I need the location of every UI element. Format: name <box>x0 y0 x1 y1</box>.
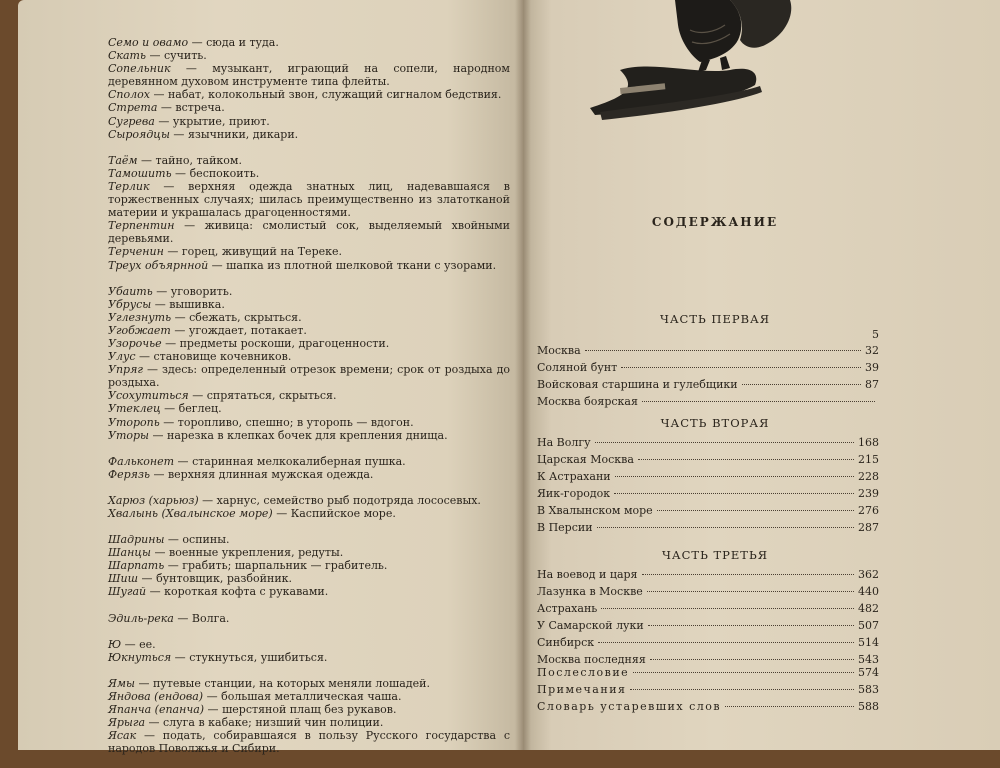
toc-chapter-title: На воевод и царя <box>537 568 638 581</box>
glossary-entry <box>108 729 510 755</box>
glossary-definition: — короткая кофта с рукавами. <box>146 585 328 598</box>
toc-leader-dots <box>614 493 854 494</box>
glossary-definition: — уговорить. <box>153 285 233 298</box>
glossary-entry <box>108 363 510 389</box>
glossary-group <box>108 455 510 481</box>
glossary-entry <box>108 703 510 716</box>
toc-row <box>537 602 879 616</box>
glossary-term: Шугай <box>108 585 147 599</box>
toc-row <box>537 619 879 633</box>
glossary-definition: — путевые станции, на которых меняли лошадей. <box>135 677 430 690</box>
glossary-term: Шиш <box>108 572 139 586</box>
toc-row <box>537 585 879 599</box>
glossary-entry <box>108 324 510 337</box>
toc-leader-dots <box>638 459 854 460</box>
glossary-term: Убрусы <box>108 297 152 311</box>
toc-page-number: 482 <box>858 602 879 615</box>
glossary-term: Узорочье <box>108 336 162 350</box>
glossary-term: Усохутиться <box>108 389 189 403</box>
glossary-term: Шарпать <box>108 559 165 573</box>
glossary-term: Сопельник <box>108 62 171 76</box>
glossary-entry <box>108 468 510 481</box>
glossary-definition: — Волга. <box>174 612 230 625</box>
toc-row <box>537 361 879 375</box>
toc-leader-dots <box>615 476 854 477</box>
glossary-entry <box>108 350 510 363</box>
glossary-definition: — Каспийское море. <box>273 507 396 520</box>
glossary-definition: — военные укрепления, редуты. <box>151 546 343 559</box>
glossary-definition: — тайно, тайком. <box>138 154 242 167</box>
glossary-term: Утеклец <box>108 402 161 416</box>
toc-leader-dots <box>642 401 875 402</box>
glossary-term: Уторопь <box>108 415 160 429</box>
toc-page-number: 5 <box>872 328 879 341</box>
toc-row <box>537 700 879 714</box>
toc-row <box>537 328 879 342</box>
glossary-definition: — встреча. <box>157 101 224 114</box>
toc-page-number: 215 <box>858 453 879 466</box>
glossary-entry <box>108 429 510 442</box>
glossary-definition: — сучить. <box>146 49 207 62</box>
toc-row <box>537 636 879 650</box>
toc-row <box>537 344 879 358</box>
glossary-definition: — стукнуться, ушибиться. <box>171 651 327 664</box>
glossary-definition: — язычники, дикари. <box>170 128 298 141</box>
glossary-term: Терченин <box>108 245 164 259</box>
glossary-term: Япанча (епанча) <box>108 703 205 717</box>
glossary-entry <box>108 36 510 49</box>
toc-chapter-title: Царская Москва <box>537 453 634 466</box>
toc-chapter-title: Соляной бунт <box>537 361 618 374</box>
glossary-definition: — подать, собиравшаяся в пользу Русского государства с народов Поволжья и Сибири. <box>108 729 510 755</box>
glossary-entry <box>108 88 510 101</box>
toc-row <box>537 487 879 501</box>
glossary-definition: — слуга в кабаке; низший чин полиции. <box>145 716 383 729</box>
glossary-group <box>108 533 510 598</box>
glossary-definition: — набат, колокольный звон, служащий сигналом бедствия. <box>150 88 501 101</box>
glossary-term: Ферязь <box>108 467 150 481</box>
glossary-entry <box>108 612 510 625</box>
glossary-entry <box>108 533 510 546</box>
glossary-term: Углезнуть <box>108 310 172 324</box>
toc-page-number: 440 <box>858 585 879 598</box>
toc-leader-dots <box>650 659 854 660</box>
glossary-definition: — нарезка в клепках бочек для крепления днища. <box>149 429 448 442</box>
glossary-term: Улус <box>108 350 136 364</box>
toc-page-number: 362 <box>858 568 879 581</box>
toc-chapter-title: К Астрахани <box>537 470 611 483</box>
glossary-entry <box>108 651 510 664</box>
glossary-term: Сполох <box>108 88 150 102</box>
glossary-term: Упряг <box>108 363 143 377</box>
glossary-definition: — шерстяной плащ без рукавов. <box>204 703 396 716</box>
toc-page-number: 87 <box>865 378 879 391</box>
toc-chapter-title: Москва последняя <box>537 653 646 666</box>
glossary-entry <box>108 245 510 258</box>
glossary-term: Шадрины <box>108 533 165 547</box>
glossary-definition: — грабить; шарпальник — грабитель. <box>164 559 387 572</box>
toc-leader-dots <box>742 384 861 385</box>
toc-chapter-title: Астрахань <box>537 602 598 615</box>
glossary-entry <box>108 49 510 62</box>
toc-page-number: 32 <box>865 344 879 357</box>
glossary-term: Семо и овамо <box>108 36 189 49</box>
glossary-entry <box>108 572 510 585</box>
glossary-term: Яндова (ендова) <box>108 689 204 703</box>
glossary-entry <box>108 585 510 598</box>
glossary-entry <box>108 546 510 559</box>
toc-chapter-title: Яик-городок <box>537 487 611 500</box>
glossary-definition: — верхняя одежда знатных лиц, надевавшаяся в торжественных случаях; шилась преимущественно из златотканой материи и украшалась драгоценностями. <box>108 180 510 219</box>
glossary-term: Убаить <box>108 284 153 298</box>
glossary-entry <box>108 219 510 245</box>
glossary-group <box>108 154 510 272</box>
glossary-entry <box>108 716 510 729</box>
glossary-term: Тамошить <box>108 166 172 180</box>
part-one-title: ЧАСТЬ ПЕРВАЯ <box>659 312 771 326</box>
glossary-term: Эдиль-река <box>108 611 174 625</box>
glossary-term: Харюз (харьюз) <box>108 493 199 507</box>
glossary-entry <box>108 402 510 415</box>
glossary-term: Юкнуться <box>108 650 172 664</box>
toc-leader-dots <box>642 574 855 575</box>
toc-row <box>537 683 879 697</box>
glossary-definition: — становище кочевников. <box>136 350 292 363</box>
toc-leader-dots <box>633 672 854 673</box>
toc-chapter-title: Синбирск <box>537 636 595 649</box>
glossary-term: Хвалынь (Хвалынское море) <box>108 507 273 520</box>
glossary-entry <box>108 128 510 141</box>
toc-chapter-title: Лазунка в Москве <box>537 585 643 598</box>
glossary <box>108 36 510 768</box>
glossary-definition: — вышивка. <box>151 298 225 311</box>
glossary-entry <box>108 494 510 507</box>
glossary-definition: — ее. <box>121 638 156 651</box>
glossary-term: Терпентин <box>108 219 175 233</box>
part-two-title: ЧАСТЬ ВТОРАЯ <box>660 416 770 430</box>
toc-leader-dots <box>647 591 854 592</box>
glossary-entry <box>108 259 510 272</box>
glossary-definition: — музыкант, играющий на сопели, народном деревянном духовом инструменте типа флейты. <box>108 62 510 88</box>
toc-row <box>537 436 879 450</box>
toc-leader-dots <box>657 510 854 511</box>
toc-page-number: 287 <box>858 521 879 534</box>
glossary-definition: — старинная мелкокалиберная пушка. <box>174 455 406 468</box>
glossary-definition: — большая металлическая чаша. <box>203 690 401 703</box>
toc-page-number: 39 <box>865 361 879 374</box>
toc-chapter-title: В Персии <box>537 521 593 534</box>
glossary-group <box>108 612 510 625</box>
glossary-group <box>108 494 510 520</box>
glossary-definition: — сюда и туда. <box>188 36 279 49</box>
glossary-entry <box>108 389 510 402</box>
glossary-group <box>108 285 510 442</box>
toc-leader-dots <box>595 442 854 443</box>
toc-leader-dots <box>598 642 854 643</box>
toc-page-number: 507 <box>858 619 879 632</box>
glossary-definition: — спрятаться, скрыться. <box>189 389 337 402</box>
glossary-group <box>108 36 510 141</box>
glossary-term: Угобжает <box>108 323 171 337</box>
glossary-entry <box>108 101 510 114</box>
glossary-entry <box>108 180 510 219</box>
glossary-entry <box>108 677 510 690</box>
toc-row <box>537 378 879 392</box>
glossary-term: Терлик <box>108 179 150 193</box>
glossary-entry <box>108 559 510 572</box>
glossary-definition: — угождает, потакает. <box>171 324 307 337</box>
glossary-term: Таём <box>108 153 138 167</box>
toc-chapter-title: Словарь устаревших слов <box>537 700 722 713</box>
glossary-entry <box>108 690 510 703</box>
glossary-definition: — шапка из плотной шелковой ткани с узорами. <box>208 259 496 272</box>
glossary-definition: — торопливо, спешно; в уторопь — вдогон. <box>160 416 414 429</box>
toc-leader-dots <box>648 625 854 626</box>
toc-chapter-title: Войсковая старшина и гулебщики <box>537 378 738 391</box>
toc-row <box>537 568 879 582</box>
toc-row <box>537 666 879 680</box>
toc-page-number: 228 <box>858 470 879 483</box>
toc-row <box>537 504 879 518</box>
glossary-term: Ясак <box>108 729 137 743</box>
toc-page-number: 543 <box>858 653 879 666</box>
glossary-definition: — бунтовщик, разбойник. <box>138 572 292 585</box>
toc-page-number: 588 <box>858 700 879 713</box>
toc-chapter-title: Послесловие <box>537 666 630 679</box>
toc-leader-dots <box>630 689 854 690</box>
glossary-term: Ямы <box>108 676 135 690</box>
glossary-entry <box>108 62 510 88</box>
toc-row <box>537 453 879 467</box>
toc-leader-dots <box>725 706 854 707</box>
glossary-group <box>108 677 510 756</box>
glossary-term: Скать <box>108 49 146 63</box>
glossary-definition: — укрытие, приют. <box>155 115 270 128</box>
glossary-entry <box>108 154 510 167</box>
toc-chapter-title: Москва <box>537 344 581 357</box>
glossary-term: Треух объярнной <box>108 258 209 272</box>
glossary-term: Уторы <box>108 428 150 442</box>
glossary-entry <box>108 638 510 651</box>
toc-row <box>537 653 879 667</box>
toc-chapter-title: Москва боярская <box>537 395 638 408</box>
part-three-title: ЧАСТЬ ТРЕТЬЯ <box>662 548 768 562</box>
glossary-term: Стрета <box>108 101 158 115</box>
glossary-definition: — беспокоить. <box>172 167 260 180</box>
toc-leader-dots <box>585 350 861 351</box>
toc-leader-dots <box>621 367 861 368</box>
toc-row <box>537 521 879 535</box>
glossary-entry <box>108 337 510 350</box>
glossary-term: Ю <box>108 637 122 651</box>
glossary-term: Шанцы <box>108 546 151 560</box>
toc-title: СОДЕРЖАНИЕ <box>651 215 779 229</box>
glossary-definition: — живица: смолистый сок, выделяемый хвойными деревьями. <box>108 219 510 245</box>
toc-chapter-title: В Хвалынском море <box>537 504 653 517</box>
toc-chapter-title: У Самарской луки <box>537 619 644 632</box>
toc-page-number: 514 <box>858 636 879 649</box>
toc-leader-dots <box>597 527 854 528</box>
glossary-entry <box>108 298 510 311</box>
glossary-definition: — здесь: определенный отрезок времени; срок от роздыха до роздыха. <box>108 363 510 389</box>
glossary-term: Сугрева <box>108 114 155 128</box>
glossary-entry <box>108 416 510 429</box>
book-gutter <box>515 0 531 750</box>
glossary-term: Сыроядцы <box>108 127 170 141</box>
glossary-term: Фальконет <box>108 454 175 468</box>
toc-row <box>537 470 879 484</box>
glossary-definition: — оспины. <box>164 533 229 546</box>
glossary-entry <box>108 311 510 324</box>
glossary-entry <box>108 455 510 468</box>
glossary-entry <box>108 285 510 298</box>
toc-chapter-title: На Волгу <box>537 436 591 449</box>
toc-row <box>537 395 879 409</box>
toc-page-number: 574 <box>858 666 879 679</box>
toc-chapter-title: Примечания <box>537 683 627 696</box>
glossary-definition: — сбежать, скрыться. <box>171 311 302 324</box>
glossary-definition: — предметы роскоши, драгоценности. <box>162 337 390 350</box>
glossary-term: Ярыга <box>108 716 146 730</box>
glossary-entry <box>108 167 510 180</box>
glossary-entry <box>108 115 510 128</box>
glossary-definition: — горец, живущий на Тереке. <box>164 245 342 258</box>
glossary-definition: — верхняя длинная мужская одежда. <box>150 468 373 481</box>
toc-page-number: 276 <box>858 504 879 517</box>
toc-page-number: 583 <box>858 683 879 696</box>
glossary-group <box>108 638 510 664</box>
glossary-entry <box>108 507 510 520</box>
glossary-definition: — беглец. <box>161 402 222 415</box>
toc-page-number: 168 <box>858 436 879 449</box>
toc-leader-dots <box>601 608 854 609</box>
glossary-definition: — харнус, семейство рыб подотряда лососевых. <box>199 494 481 507</box>
toc-page-number: 239 <box>858 487 879 500</box>
eagle-emblem-icon <box>580 0 810 130</box>
